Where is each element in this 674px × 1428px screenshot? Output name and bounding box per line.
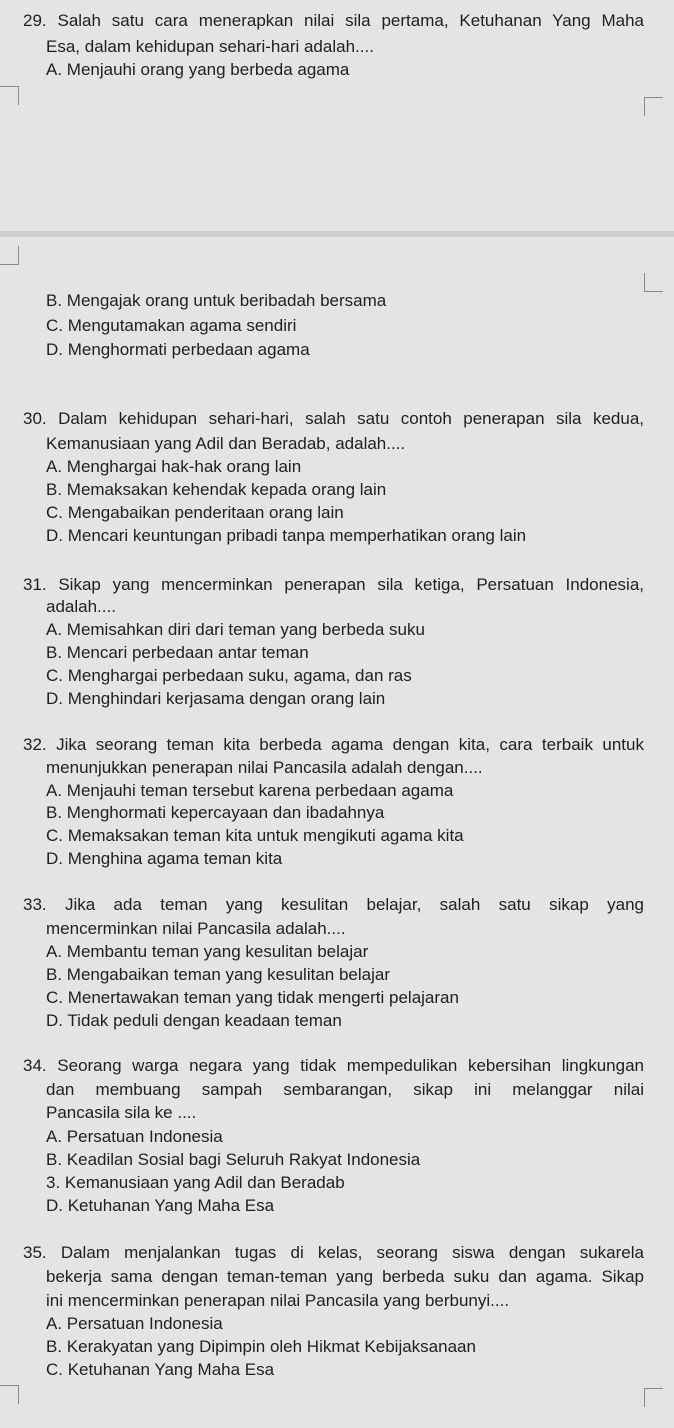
question-31-option-b: B. Mencari perbedaan antar teman bbox=[46, 643, 309, 662]
question-31-option-d: D. Menghindari kerjasama dengan orang lain bbox=[46, 689, 386, 708]
question-29-option-a: A. Menjauhi orang yang berbeda agama bbox=[46, 60, 350, 79]
question-32-line-2: menunjukkan penerapan nilai Pancasila adalah dengan.... bbox=[46, 758, 483, 777]
question-33-line-2: mencerminkan nilai Pancasila adalah.... bbox=[46, 919, 346, 938]
question-33-option-b: B. Mengabaikan teman yang kesulitan belajar bbox=[46, 965, 390, 984]
question-30-option-b: B. Memaksakan kehendak kepada orang lain bbox=[46, 480, 387, 499]
question-31-option-a: A. Memisahkan diri dari teman yang berbeda suku bbox=[46, 620, 425, 639]
page-separator bbox=[0, 231, 674, 237]
question-33-option-a: A. Membantu teman yang kesulitan belajar bbox=[46, 942, 369, 961]
crop-corner-top-left-2 bbox=[0, 1385, 19, 1404]
question-29-option-c: C. Mengutamakan agama sendiri bbox=[46, 316, 297, 335]
question-34-option-b: B. Keadilan Sosial bagi Seluruh Rakyat Indonesia bbox=[46, 1150, 421, 1169]
crop-corner-bottom-right bbox=[644, 273, 663, 292]
question-35-line-2: bekerja sama dengan teman-teman yang berbeda suku dan agama. Sikap bbox=[46, 1267, 644, 1286]
crop-corner-top-right-2 bbox=[644, 1388, 663, 1407]
question-33-line-1: 33. Jika ada teman yang kesulitan belajar, salah satu sikap yang bbox=[23, 895, 644, 914]
question-35-option-c: C. Ketuhanan Yang Maha Esa bbox=[46, 1360, 275, 1379]
question-32-option-d: D. Menghina agama teman kita bbox=[46, 849, 283, 868]
question-30-line-1: 30. Dalam kehidupan sehari-hari, salah satu contoh penerapan sila kedua, bbox=[23, 409, 644, 428]
question-35-option-a: A. Persatuan Indonesia bbox=[46, 1314, 223, 1333]
question-33-option-d: D. Tidak peduli dengan keadaan teman bbox=[46, 1011, 342, 1030]
question-32-option-b: B. Menghormati kepercayaan dan ibadahnya bbox=[46, 803, 385, 822]
question-34-line-2: dan membuang sampah sembarangan, sikap ini melanggar nilai bbox=[46, 1080, 644, 1099]
question-29-option-b: B. Mengajak orang untuk beribadah bersama bbox=[46, 291, 387, 310]
question-34-line-3: Pancasila sila ke .... bbox=[46, 1103, 197, 1122]
question-34-option-d: D. Ketuhanan Yang Maha Esa bbox=[46, 1196, 275, 1215]
question-32-option-c: C. Memaksakan teman kita untuk mengikuti agama kita bbox=[46, 826, 464, 845]
question-29-option-d: D. Menghormati perbedaan agama bbox=[46, 340, 310, 359]
question-34-option-a: A. Persatuan Indonesia bbox=[46, 1127, 223, 1146]
question-30-line-2: Kemanusiaan yang Adil dan Beradab, adalah.... bbox=[46, 434, 406, 453]
question-29-line-2: Esa, dalam kehidupan sehari-hari adalah.... bbox=[46, 37, 374, 56]
question-35-option-b: B. Kerakyatan yang Dipimpin oleh Hikmat Kebijaksanaan bbox=[46, 1337, 476, 1356]
crop-corner-top-right bbox=[644, 97, 663, 116]
question-35-line-3: ini mencerminkan penerapan nilai Pancasila yang berbunyi.... bbox=[46, 1291, 510, 1310]
question-30-option-c: C. Mengabaikan penderitaan orang lain bbox=[46, 503, 344, 522]
question-31-line-1: 31. Sikap yang mencerminkan penerapan sila ketiga, Persatuan Indonesia, bbox=[23, 575, 644, 594]
question-33-option-c: C. Menertawakan teman yang tidak mengerti pelajaran bbox=[46, 988, 459, 1007]
question-35-line-1: 35. Dalam menjalankan tugas di kelas, seorang siswa dengan sukarela bbox=[23, 1243, 644, 1262]
question-30-option-a: A. Menghargai hak-hak orang lain bbox=[46, 457, 302, 476]
question-31-option-c: C. Menghargai perbedaan suku, agama, dan ras bbox=[46, 666, 412, 685]
question-31-line-2: adalah.... bbox=[46, 597, 116, 616]
question-30-option-d: D. Mencari keuntungan pribadi tanpa memperhatikan orang lain bbox=[46, 526, 527, 545]
crop-corner-top-left bbox=[0, 86, 19, 105]
question-34-line-1: 34. Seorang warga negara yang tidak mempedulikan kebersihan lingkungan bbox=[23, 1056, 644, 1075]
question-34-option-c: 3. Kemanusiaan yang Adil dan Beradab bbox=[46, 1173, 345, 1192]
question-32-line-1: 32. Jika seorang teman kita berbeda agama dengan kita, cara terbaik untuk bbox=[23, 735, 644, 754]
crop-corner-bottom-left bbox=[0, 246, 19, 265]
question-32-option-a: A. Menjauhi teman tersebut karena perbedaan agama bbox=[46, 781, 454, 800]
question-29-line-1: 29. Salah satu cara menerapkan nilai sila pertama, Ketuhanan Yang Maha bbox=[23, 11, 644, 30]
